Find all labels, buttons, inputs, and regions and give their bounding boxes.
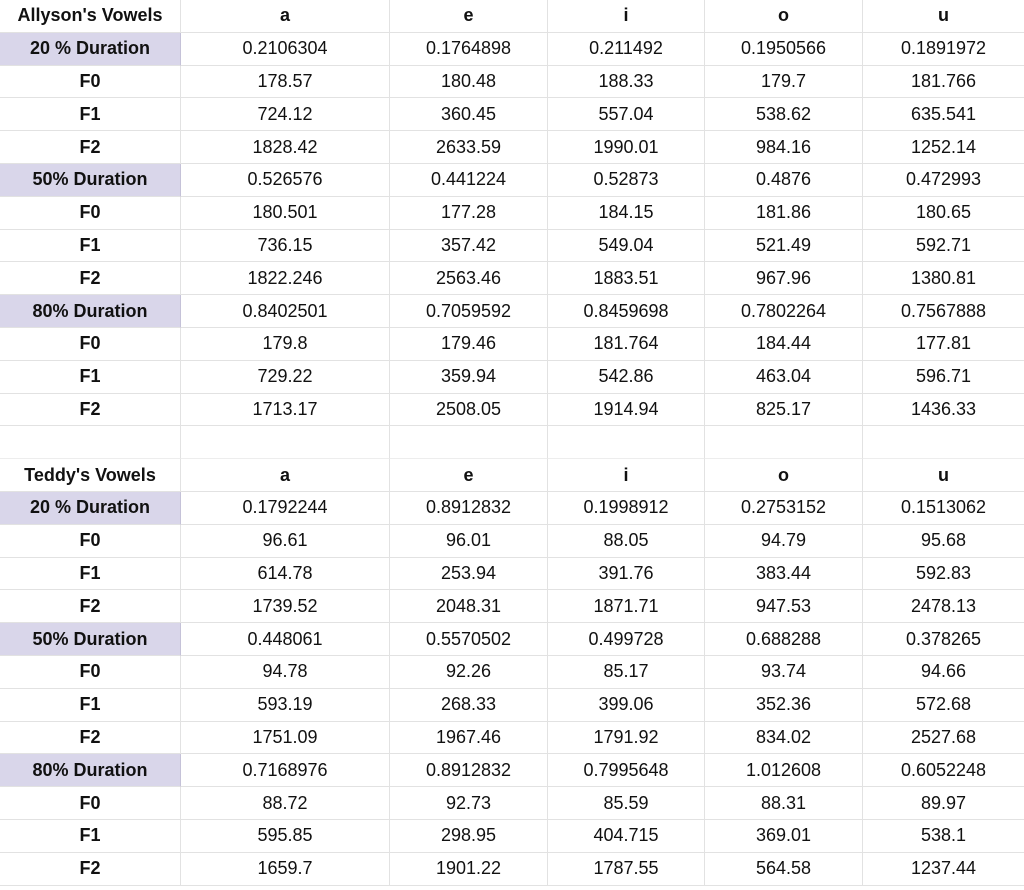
duration-label[interactable]: 20 % Duration xyxy=(0,33,181,66)
value-cell[interactable]: 188.33 xyxy=(548,66,705,99)
value-cell[interactable]: 947.53 xyxy=(705,590,863,623)
value-cell[interactable]: 2527.68 xyxy=(863,722,1024,755)
value-cell[interactable]: 0.448061 xyxy=(181,623,390,656)
table-row xyxy=(0,656,1024,689)
table-title[interactable]: Allyson's Vowels xyxy=(0,0,181,33)
value-cell[interactable]: 592.83 xyxy=(863,558,1024,591)
table-header-row xyxy=(0,459,1024,492)
value-cell[interactable]: 538.1 xyxy=(863,820,1024,853)
table-row xyxy=(0,328,1024,361)
value-cell[interactable]: 357.42 xyxy=(390,230,548,263)
vowel-header-i[interactable]: i xyxy=(548,459,705,492)
table-row xyxy=(0,722,1024,755)
duration-label[interactable]: 80% Duration xyxy=(0,754,181,787)
value-cell[interactable]: 549.04 xyxy=(548,230,705,263)
value-cell[interactable]: 1883.51 xyxy=(548,262,705,295)
value-cell[interactable]: 0.7168976 xyxy=(181,754,390,787)
value-cell[interactable]: 834.02 xyxy=(705,722,863,755)
formant-label[interactable]: F2 xyxy=(0,722,181,755)
table-row xyxy=(0,295,1024,328)
empty-cell[interactable] xyxy=(705,426,863,459)
duration-label[interactable]: 50% Duration xyxy=(0,623,181,656)
table-row xyxy=(0,230,1024,263)
vowel-header-u[interactable]: u xyxy=(863,0,1024,33)
formant-label[interactable]: F2 xyxy=(0,590,181,623)
value-cell[interactable]: 179.8 xyxy=(181,328,390,361)
value-cell[interactable]: 383.44 xyxy=(705,558,863,591)
value-cell[interactable]: 0.52873 xyxy=(548,164,705,197)
value-cell[interactable]: 85.59 xyxy=(548,787,705,820)
table-row xyxy=(0,787,1024,820)
value-cell[interactable]: 253.94 xyxy=(390,558,548,591)
formant-label[interactable]: F1 xyxy=(0,230,181,263)
vowel-header-a[interactable]: a xyxy=(181,0,390,33)
value-cell[interactable]: 2048.31 xyxy=(390,590,548,623)
value-cell[interactable]: 177.28 xyxy=(390,197,548,230)
formant-label[interactable]: F2 xyxy=(0,131,181,164)
value-cell[interactable]: 1380.81 xyxy=(863,262,1024,295)
formant-label[interactable]: F0 xyxy=(0,787,181,820)
value-cell[interactable]: 1791.92 xyxy=(548,722,705,755)
value-cell[interactable]: 596.71 xyxy=(863,361,1024,394)
empty-cell[interactable] xyxy=(181,426,390,459)
vowel-header-a[interactable]: a xyxy=(181,459,390,492)
value-cell[interactable]: 463.04 xyxy=(705,361,863,394)
value-cell[interactable]: 96.61 xyxy=(181,525,390,558)
value-cell[interactable]: 572.68 xyxy=(863,689,1024,722)
table-row xyxy=(0,197,1024,230)
table-row xyxy=(0,361,1024,394)
value-cell[interactable]: 94.79 xyxy=(705,525,863,558)
value-cell[interactable]: 94.66 xyxy=(863,656,1024,689)
value-cell[interactable]: 177.81 xyxy=(863,328,1024,361)
value-cell[interactable]: 298.95 xyxy=(390,820,548,853)
empty-cell[interactable] xyxy=(0,426,181,459)
vowel-header-o[interactable]: o xyxy=(705,0,863,33)
formant-label[interactable]: F0 xyxy=(0,66,181,99)
vowel-header-e[interactable]: e xyxy=(390,0,548,33)
value-cell[interactable]: 181.766 xyxy=(863,66,1024,99)
value-cell[interactable]: 1871.71 xyxy=(548,590,705,623)
value-cell[interactable]: 399.06 xyxy=(548,689,705,722)
table-row xyxy=(0,262,1024,295)
value-cell[interactable]: 88.31 xyxy=(705,787,863,820)
value-cell[interactable]: 92.26 xyxy=(390,656,548,689)
value-cell[interactable]: 0.211492 xyxy=(548,33,705,66)
table-row xyxy=(0,394,1024,427)
value-cell[interactable]: 179.46 xyxy=(390,328,548,361)
value-cell[interactable]: 178.57 xyxy=(181,66,390,99)
value-cell[interactable]: 0.4876 xyxy=(705,164,863,197)
empty-cell[interactable] xyxy=(548,426,705,459)
value-cell[interactable]: 391.76 xyxy=(548,558,705,591)
empty-cell[interactable] xyxy=(863,426,1024,459)
table-row xyxy=(0,558,1024,591)
formant-label[interactable]: F2 xyxy=(0,394,181,427)
duration-label[interactable]: 50% Duration xyxy=(0,164,181,197)
value-cell[interactable]: 2633.59 xyxy=(390,131,548,164)
value-cell[interactable]: 181.86 xyxy=(705,197,863,230)
value-cell[interactable]: 557.04 xyxy=(548,98,705,131)
value-cell[interactable]: 0.472993 xyxy=(863,164,1024,197)
table-row xyxy=(0,623,1024,656)
value-cell[interactable]: 1828.42 xyxy=(181,131,390,164)
value-cell[interactable]: 2563.46 xyxy=(390,262,548,295)
blank-row xyxy=(0,426,1024,459)
formant-label[interactable]: F0 xyxy=(0,656,181,689)
value-cell[interactable]: 0.2753152 xyxy=(705,492,863,525)
value-cell[interactable]: 88.05 xyxy=(548,525,705,558)
value-cell[interactable]: 724.12 xyxy=(181,98,390,131)
vowel-header-u[interactable]: u xyxy=(863,459,1024,492)
vowel-header-i[interactable]: i xyxy=(548,0,705,33)
empty-cell[interactable] xyxy=(390,426,548,459)
value-cell[interactable]: 538.62 xyxy=(705,98,863,131)
value-cell[interactable]: 635.541 xyxy=(863,98,1024,131)
table-row xyxy=(0,164,1024,197)
value-cell[interactable]: 1659.7 xyxy=(181,853,390,886)
table-row xyxy=(0,590,1024,623)
value-cell[interactable]: 180.65 xyxy=(863,197,1024,230)
value-cell[interactable]: 614.78 xyxy=(181,558,390,591)
value-cell[interactable]: 2508.05 xyxy=(390,394,548,427)
value-cell[interactable]: 369.01 xyxy=(705,820,863,853)
value-cell[interactable]: 352.36 xyxy=(705,689,863,722)
formant-label[interactable]: F1 xyxy=(0,361,181,394)
value-cell[interactable]: 729.22 xyxy=(181,361,390,394)
table-row xyxy=(0,754,1024,787)
value-cell[interactable]: 2478.13 xyxy=(863,590,1024,623)
value-cell[interactable]: 96.01 xyxy=(390,525,548,558)
table-row xyxy=(0,66,1024,99)
value-cell[interactable]: 0.1891972 xyxy=(863,33,1024,66)
value-cell[interactable]: 93.74 xyxy=(705,656,863,689)
formant-label[interactable]: F1 xyxy=(0,689,181,722)
value-cell[interactable]: 0.7059592 xyxy=(390,295,548,328)
formant-label[interactable]: F0 xyxy=(0,328,181,361)
formant-label[interactable]: F2 xyxy=(0,262,181,295)
table-row xyxy=(0,820,1024,853)
value-cell[interactable]: 94.78 xyxy=(181,656,390,689)
value-cell[interactable]: 1967.46 xyxy=(390,722,548,755)
value-cell[interactable]: 184.15 xyxy=(548,197,705,230)
value-cell[interactable]: 967.96 xyxy=(705,262,863,295)
vowel-header-e[interactable]: e xyxy=(390,459,548,492)
value-cell[interactable]: 1713.17 xyxy=(181,394,390,427)
value-cell[interactable]: 0.6052248 xyxy=(863,754,1024,787)
value-cell[interactable]: 359.94 xyxy=(390,361,548,394)
value-cell[interactable]: 1990.01 xyxy=(548,131,705,164)
value-cell[interactable]: 0.1792244 xyxy=(181,492,390,525)
value-cell[interactable]: 181.764 xyxy=(548,328,705,361)
value-cell[interactable]: 0.378265 xyxy=(863,623,1024,656)
value-cell[interactable]: 89.97 xyxy=(863,787,1024,820)
value-cell[interactable]: 0.7995648 xyxy=(548,754,705,787)
value-cell[interactable]: 521.49 xyxy=(705,230,863,263)
value-cell[interactable]: 184.44 xyxy=(705,328,863,361)
table-title[interactable]: Teddy's Vowels xyxy=(0,459,181,492)
vowel-header-o[interactable]: o xyxy=(705,459,863,492)
value-cell[interactable]: 542.86 xyxy=(548,361,705,394)
value-cell[interactable]: 0.441224 xyxy=(390,164,548,197)
table-header-row xyxy=(0,0,1024,33)
value-cell[interactable]: 180.501 xyxy=(181,197,390,230)
value-cell[interactable]: 88.72 xyxy=(181,787,390,820)
value-cell[interactable]: 1252.14 xyxy=(863,131,1024,164)
table-row xyxy=(0,131,1024,164)
value-cell[interactable]: 268.33 xyxy=(390,689,548,722)
formant-label[interactable]: F0 xyxy=(0,197,181,230)
value-cell[interactable]: 736.15 xyxy=(181,230,390,263)
value-cell[interactable]: 0.688288 xyxy=(705,623,863,656)
table-row xyxy=(0,98,1024,131)
duration-label[interactable]: 20 % Duration xyxy=(0,492,181,525)
formant-label[interactable]: F2 xyxy=(0,853,181,886)
value-cell[interactable]: 1914.94 xyxy=(548,394,705,427)
table-row xyxy=(0,492,1024,525)
value-cell[interactable]: 592.71 xyxy=(863,230,1024,263)
value-cell[interactable]: 1751.09 xyxy=(181,722,390,755)
value-cell[interactable]: 0.499728 xyxy=(548,623,705,656)
value-cell[interactable]: 179.7 xyxy=(705,66,863,99)
table-row xyxy=(0,689,1024,722)
value-cell[interactable]: 180.48 xyxy=(390,66,548,99)
value-cell[interactable]: 0.1950566 xyxy=(705,33,863,66)
formant-label[interactable]: F0 xyxy=(0,525,181,558)
table-row xyxy=(0,853,1024,886)
formant-label[interactable]: F1 xyxy=(0,558,181,591)
value-cell[interactable]: 1822.246 xyxy=(181,262,390,295)
value-cell[interactable]: 0.526576 xyxy=(181,164,390,197)
value-cell[interactable]: 1787.55 xyxy=(548,853,705,886)
value-cell[interactable]: 0.1513062 xyxy=(863,492,1024,525)
value-cell[interactable]: 0.5570502 xyxy=(390,623,548,656)
table-row xyxy=(0,525,1024,558)
value-cell[interactable]: 0.8912832 xyxy=(390,754,548,787)
formant-label[interactable]: F1 xyxy=(0,820,181,853)
value-cell[interactable]: 1.012608 xyxy=(705,754,863,787)
value-cell[interactable]: 404.715 xyxy=(548,820,705,853)
value-cell[interactable]: 85.17 xyxy=(548,656,705,689)
duration-label[interactable]: 80% Duration xyxy=(0,295,181,328)
value-cell[interactable]: 0.1998912 xyxy=(548,492,705,525)
value-cell[interactable]: 0.8459698 xyxy=(548,295,705,328)
value-cell[interactable]: 0.1764898 xyxy=(390,33,548,66)
formant-label[interactable]: F1 xyxy=(0,98,181,131)
value-cell[interactable]: 360.45 xyxy=(390,98,548,131)
value-cell[interactable]: 95.68 xyxy=(863,525,1024,558)
table-row xyxy=(0,33,1024,66)
value-cell[interactable]: 595.85 xyxy=(181,820,390,853)
value-cell[interactable]: 1436.33 xyxy=(863,394,1024,427)
value-cell[interactable]: 0.8402501 xyxy=(181,295,390,328)
value-cell[interactable]: 92.73 xyxy=(390,787,548,820)
value-cell[interactable]: 0.8912832 xyxy=(390,492,548,525)
value-cell[interactable]: 1739.52 xyxy=(181,590,390,623)
value-cell[interactable]: 593.19 xyxy=(181,689,390,722)
value-cell[interactable]: 0.7802264 xyxy=(705,295,863,328)
value-cell[interactable]: 0.2106304 xyxy=(181,33,390,66)
value-cell[interactable]: 984.16 xyxy=(705,131,863,164)
value-cell[interactable]: 1901.22 xyxy=(390,853,548,886)
value-cell[interactable]: 0.7567888 xyxy=(863,295,1024,328)
value-cell[interactable]: 564.58 xyxy=(705,853,863,886)
value-cell[interactable]: 1237.44 xyxy=(863,853,1024,886)
value-cell[interactable]: 825.17 xyxy=(705,394,863,427)
